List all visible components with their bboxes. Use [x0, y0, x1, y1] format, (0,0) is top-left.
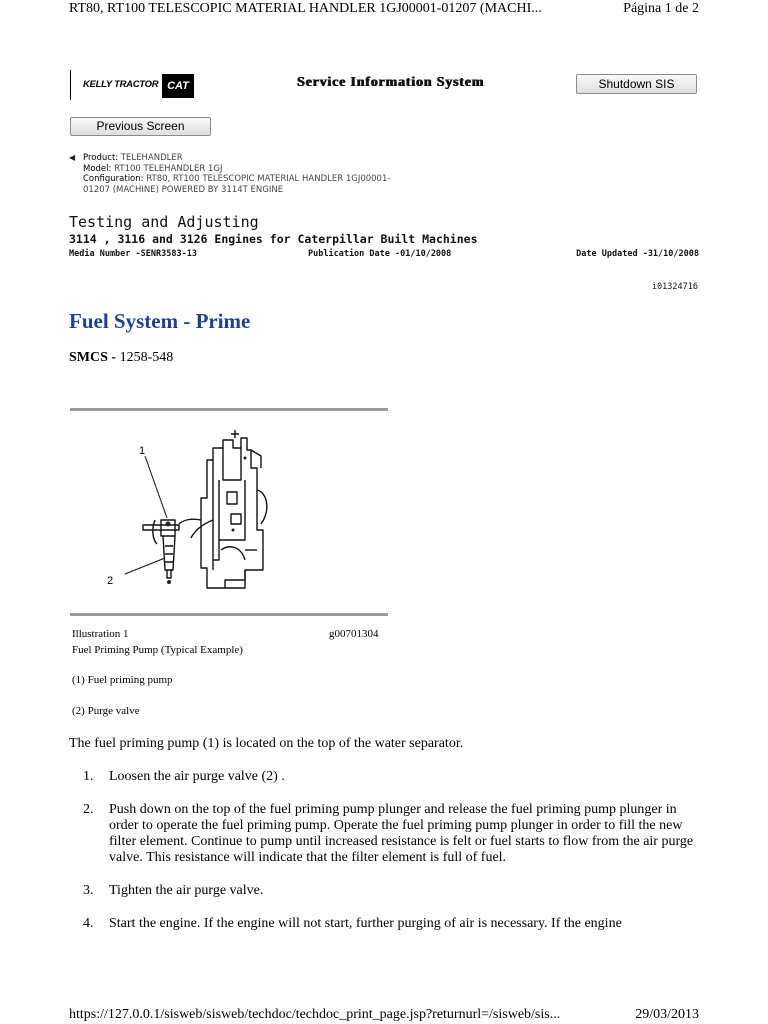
step-text: Loosen the air purge valve (2) .	[109, 769, 285, 784]
step-number: 1.	[83, 769, 94, 784]
product-label: Product:	[83, 153, 119, 163]
model-row	[69, 164, 489, 175]
print-footer	[69, 1007, 699, 1024]
product-row	[69, 153, 489, 164]
document-meta	[69, 249, 699, 261]
illustration-label: Illustration 1	[72, 628, 129, 640]
date-updated: Date Updated -31/10/2008	[576, 249, 699, 259]
dealer-logo	[70, 70, 194, 100]
model-value: RT100 TELEHANDLER 1GJ	[114, 163, 223, 174]
dealer-logo-text: KELLY TRACTOR	[83, 79, 159, 90]
print-footer-date: 29/03/2013	[635, 1007, 699, 1022]
procedure-step	[69, 769, 699, 785]
step-number: 4.	[83, 916, 94, 931]
system-title: Service Information System	[297, 75, 485, 90]
step-text: Start the engine. If the engine will not start, further purging of air is necessary. If the engine	[109, 916, 622, 931]
step-text: Push down on the top of the fuel priming pump plunger and release the fuel priming pump plunger in order to operate the fuel priming pump. Operate the fuel priming pump plunger in order to fill the new filter element. Continue to pump until increased resistance is felt or fuel starts to flow from the air purge valve. This resistance will indicate that the filter element is full of fuel.	[109, 802, 694, 865]
back-arrow-icon[interactable]: ◀	[69, 153, 76, 162]
configuration-label: Configuration:	[83, 174, 144, 184]
product-value: TELEHANDLER	[120, 153, 183, 163]
callout-1-label: 1	[139, 445, 146, 457]
step-number: 3.	[83, 883, 94, 898]
print-footer-url: https://127.0.0.1/sisweb/sisweb/techdoc/techdoc_print_page.jsp?returnurl=/sisweb/sis...	[69, 1007, 561, 1022]
illustration-caption-text: Fuel Priming Pump (Typical Example)	[72, 644, 243, 656]
illustration-divider-bottom	[70, 613, 388, 616]
smcs-label: SMCS -	[69, 350, 117, 365]
smcs-code	[69, 350, 173, 366]
step-text: Tighten the air purge valve.	[109, 883, 264, 898]
configuration-value: RT80, RT100 TELESCOPIC MATERIAL HANDLER 1GJ00001-	[146, 174, 391, 184]
configuration-continued: 01207 (MACHINE) POWERED BY 3114T ENGINE	[83, 184, 284, 195]
product-info	[69, 153, 489, 195]
procedure-step	[69, 883, 699, 899]
media-number: Media Number -SENR3583-13	[69, 249, 197, 259]
legend-item: (2) Purge valve	[72, 705, 140, 717]
cat-logo: CAT	[162, 74, 194, 98]
shutdown-sis-button[interactable]: Shutdown SIS	[576, 74, 697, 94]
print-header-title: RT80, RT100 TELESCOPIC MATERIAL HANDLER 1GJ00001-01207 (MACHI...	[69, 1, 542, 16]
illustration-divider-top	[70, 408, 388, 411]
print-header	[69, 0, 699, 20]
model-label: Model:	[83, 163, 112, 174]
callout-2-label: 2	[107, 575, 114, 587]
procedure-step	[69, 802, 699, 866]
publication-date: Publication Date -01/10/2008	[308, 249, 452, 259]
page-title: Fuel System - Prime	[69, 309, 251, 333]
procedure-steps	[69, 769, 699, 949]
previous-screen-button[interactable]: Previous Screen	[70, 117, 211, 136]
smcs-value: 1258-548	[119, 350, 174, 365]
procedure-step	[69, 916, 699, 932]
fuel-priming-pump-illustration	[95, 420, 335, 605]
document-subtitle: 3114 , 3116 and 3126 Engines for Caterpillar Built Machines	[69, 232, 478, 246]
configuration-row	[69, 174, 489, 185]
legend-item: (1) Fuel priming pump	[72, 674, 173, 686]
graphic-id: g00701304	[329, 628, 379, 640]
document-id: i01324716	[651, 282, 698, 292]
print-header-page: Página 1 de 2	[623, 1, 699, 16]
intro-paragraph: The fuel priming pump (1) is located on the top of the water separator.	[69, 736, 464, 751]
sis-banner	[70, 70, 698, 100]
section-title: Testing and Adjusting	[69, 213, 259, 231]
step-number: 2.	[83, 802, 94, 817]
